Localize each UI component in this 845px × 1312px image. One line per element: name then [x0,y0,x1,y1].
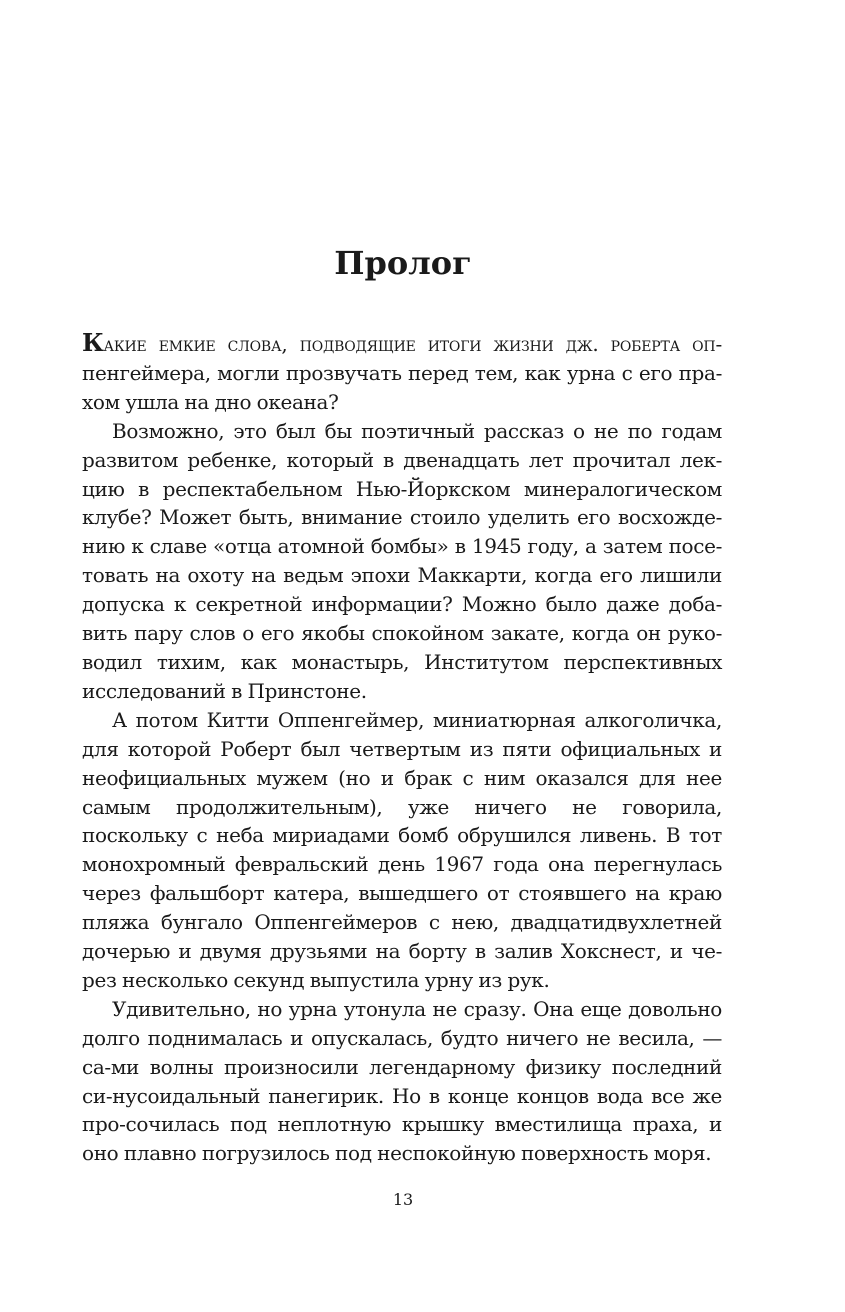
paragraph-1-rest: пенгеймера, могли прозвучать перед тем, как урна с его пра-хом ушла на дно океана? [82,360,722,414]
paragraph-1 [82,329,722,417]
drop-letter: К [82,328,104,357]
page-number: 13 [392,1190,414,1209]
chapter-title: Пролог [334,244,472,282]
paragraph-3: А потом Китти Оппенгеймер, миниатюрная алкоголичка, для которой Роберт был четвертым из пяти официальных и неофициальных мужем (но и брак с ним оказался для нее самым продолжительным), уже ничего не говорила, поскольку с неба мириадами бомб обрушился ливень. В тот монохромный февральский день 1967 года она перегнулась через фальшборт катера, вышедшего от стоявшего на краю пляжа бунгало Оппенгеймеров с нею, двадцатидвухлетней дочерью и двумя друзьями на борту в залив Хокснест, и че-рез несколько секунд выпустила урну из рук. [82,707,722,992]
paragraph-2: Возможно, это был бы поэтичный рассказ о не по годам развитом ребенке, который в двенадцать лет прочитал лек-цию в респектабельном Нью-Йоркском минералогическом клубе? Может быть, внимание стоило уделить его восхожде-нию к славе «отца атомной бомбы» в 1945 году, а затем посе-товать на охоту на ведьм эпохи Маккарти, когда его лишили допуска к секретной информации? Можно было даже доба-вить пару слов о его якобы спокойном закате, когда он руко-водил тихим, как монастырь, Институтом перспективных исследований в Принстоне. [82,418,722,703]
lead-in-small-caps: акие емкие слова, подводящие итоги жизни дж. роберта оп- [103,332,722,356]
body-text [82,329,722,1168]
paragraph-4: Удивительно, но урна утонула не сразу. Она еще довольно долго поднималась и опускалась, будто ничего не весила, — са-ми волны произносили легендарному физику последний си-нусоидальный панегирик. Но в конце концов вода все же про-сочилась под неплотную крышку вместилища праха, и оно плавно погрузилось под неспокойную поверхность моря. [82,996,722,1166]
